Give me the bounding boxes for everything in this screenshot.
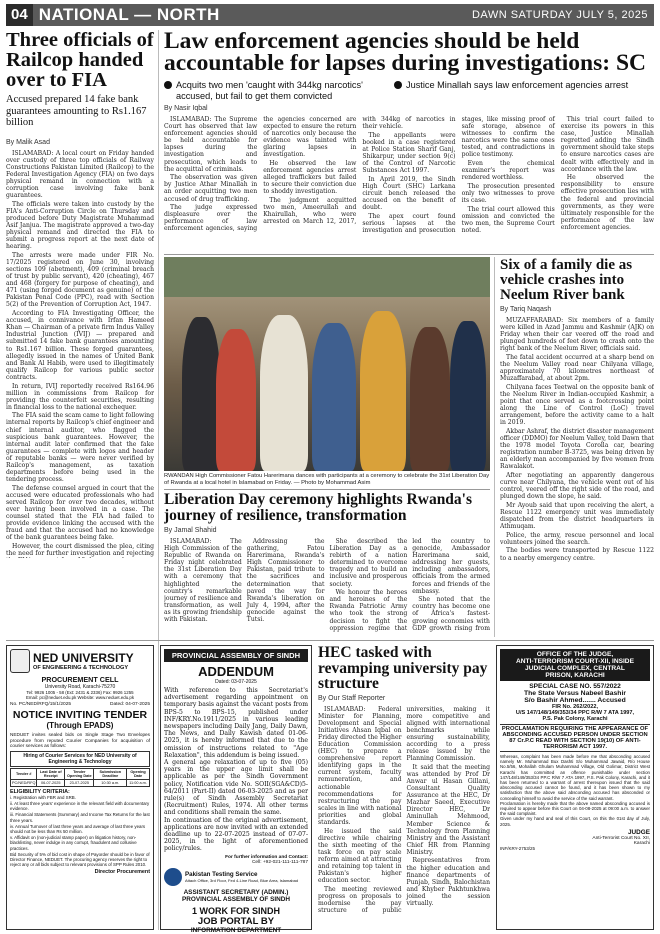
ned-date: Dated: 04-07-2025	[109, 702, 150, 707]
job-portal: JOB PORTAL BY	[197, 915, 275, 927]
hec-paragraph: Representatives from the higher education and finance departments of Punjab, Sindh, Balochistan and Khyber Pakhtunkhwa joined the session virtually.	[406, 857, 490, 908]
fia-paragraph: The FIA said the scam came to light following internal reports by Railcop's chief engineer and chief internal auditor, who flagged the suspicious bank guarantees. However, the internal audit later confirmed that the fake guarantees — complete with logos and header of reputable banks — were never verified by Railcop's management, as taxation departments before being used in the tendering process.	[6, 412, 154, 484]
ned-address: University Road, Karachi-75270	[44, 684, 116, 690]
addendum-body	[164, 687, 308, 853]
family-paragraph: Akbar Ashraf, the district disaster management officer (DDMO) for Neelum Valley, told Dawn that the 1978 model Toyota Corolla car, bearing registration number B-3725, was being driven by an elderly man accompanied by five women from Rawalakot.	[500, 427, 654, 471]
enforcement-paragraph: In April 2019, the Sindh High Court (SHC) Larkana circuit bench released the accused on the benefit of doubt.	[362, 175, 456, 212]
rwanda-body	[164, 538, 490, 634]
ned-table-title: Hiring of Courier Services for NED University of Engineering & Technology	[10, 751, 150, 767]
court-judge-3: Karachi	[633, 840, 650, 846]
court-proclamation-title: PROCLAMATION REQUIRING THE APPEARANCE OF ABSCONDING ACCUSED PERSON UNDER SECTION 87 Cr.P.C READ WITH SECTION 19(10) OF ANTI-TERRORISM ACT 1997.	[501, 726, 649, 750]
court-case: SPECIAL CASE NO. 557/2022	[529, 683, 621, 690]
court-proclamation-ad	[496, 645, 654, 930]
family-byline: By Tariq Naqash	[500, 306, 552, 313]
hec-paragraph: ISLAMABAD: Federal Minister for Planning, Development and Special Initiatives Ahsan Iqbal on Friday directed the Higher Education Commission (HEC) to prepare a comprehensive report identifying gaps in the current system, faculty remuneration, and actionable recommendations for restructuring the pay scales in line with national priorities and global standards.	[318, 705, 402, 826]
fia-body	[6, 150, 154, 559]
court-judge-2: Anti-Terrorist Court No. XII,	[592, 835, 650, 841]
court-line-3: PRISON, KARACHI	[545, 672, 605, 679]
family-body	[500, 317, 654, 562]
fia-paragraph: The officials were taken into custody by the FIA's Anti-Corruption Circle on Thursday and produced before Duty Magistrate Muhammad Asif Janjua. The magistrate approved a two-day physical remand and directed the FIA to submit a progress report at the next date of hearing.	[6, 200, 154, 251]
hec-headline: HEC tasked with revamping university pay structure	[318, 645, 488, 692]
ned-criteria-list	[10, 795, 150, 868]
rwanda-paragraph: She described the Liberation Day as a rebirth of a nation determined to overcome tragedy and to build an inclusive and prosperous society.	[329, 538, 408, 588]
ned-director: Director Procurement	[94, 869, 150, 876]
family-paragraph: Police, the army, rescue personnel and local volunteers joined the search.	[500, 531, 654, 546]
ned-table-header: Last Date of Receipt	[37, 768, 65, 779]
addendum-ad	[160, 645, 312, 934]
ned-table-header: Opening Date	[127, 768, 150, 779]
bullet-icon	[164, 81, 172, 89]
addendum-paragraph: A general age relaxation of up to five (05) years in the upper age limit shall be applicable as per the Sindh Government policy, Notification vide No. SOII(SGA&CD)5-64/2011 (Part-II) dated 06-03-2025 and as per rule(s) of Sindh Assembly Secretariat (Recruitment) Rules, 1974. All other terms and conditions shall remain the same.	[164, 759, 308, 817]
ned-criterion: ii. At least three years' experience in the relevant field with documentary evidence.	[10, 800, 150, 812]
masthead-date: DAWN SATURDAY JULY 5, 2025	[471, 9, 648, 21]
court-body	[500, 754, 650, 827]
court-paragraph: Given under my hand and seal of this Court, on this the 01st day of July, 2025.	[500, 816, 650, 827]
rwanda-photo	[164, 257, 490, 471]
ned-intro: NEDUET invites sealed bids on Single Stage Two Envelopes procedure from reputed Courier Companies for acquisition of courier services as follows:	[10, 732, 150, 749]
ned-email: Email: pc@neduet.edu.pk Website: www.neduet.edu.pk	[25, 695, 135, 700]
court-versus: The State Versus Nabeel Bashir	[524, 690, 626, 697]
court-line-1: ANTI-TERRORISM COURT-XII, INSIDE	[516, 658, 634, 665]
addendum-signature: ASSISTANT SECRETARY (ADMIN.)	[183, 888, 289, 896]
enforcement-paragraph: This trial court failed to exercise its powers in this case, Justice Minallah regretted adding the Sindh government should take steps to ensure narcotics cases are dealt with effectively and in accordance with the law.	[560, 116, 654, 173]
enforcement-bullet-1: Acquits two men 'caught with 344kg narcotics' accused, but fail to get them convicted	[164, 80, 380, 102]
ned-criterion: iv. Annual Turnover of last three years and average of last three years should not be less than Rs 50 million.	[10, 823, 146, 834]
ned-through: (Through EPADS)	[46, 721, 114, 730]
ned-eligibility-title: ELIGIBILITY CRITERIA:	[10, 788, 70, 795]
enforcement-body	[164, 116, 654, 250]
hec-paragraph: The meeting reviewed progress on proposals to modernise the pay structure of public universities, making it more competitive and aligned with international benchmarks while ensuring sustainability, according to a press release issued by the Planning Commission.	[318, 705, 490, 915]
family-paragraph: After negotiating an apparently dangerous curve near Chilyana, the vehicle went out of his control, veered off the right side of the road, and plunged down the slope, he said.	[500, 471, 654, 501]
enforcement-paragraph: Even the chemical examiner's report was rendered worthless.	[461, 160, 555, 182]
court-sections: U/S 147/148/149/353/34 PPC R/W 7 ATA 1997,	[515, 710, 635, 716]
fia-paragraph: The defense counsel argued in court that the accused were educated professionals who had served Railcop for over two decades, without ever having been involved in a case. The counsel stated that the FIA had failed to provide evidence linking the accused with the fraud and that the accused had no knowledge of the bank guarantees being fake.	[6, 484, 154, 542]
hec-byline: By Our Staff Reporter	[318, 694, 386, 702]
enforcement-paragraph: He observed the responsibility to ensure effective prosecution lies with the federal and provincial governments, as they were ultimately responsible for the performance of the law enforcement agencies.	[560, 174, 654, 231]
page-masthead	[6, 4, 654, 26]
hec-paragraph: It said that the meeting was attended by Prof Dr Anwar ul Hasan Gillani, Consultant Quality Assurance at the HEC, Dr Mazhar Saeed, Executive Director HEC, Dr Aminullah Mehmood, Member Science & Technology from Planning Ministry and the Assistant Chief HR from Planning Ministry.	[406, 763, 490, 856]
ned-table-cell: 10:30 a.m.	[94, 779, 127, 786]
hec-article	[318, 645, 490, 930]
rwanda-paragraph: Addressing the gathering, Fatou Harerimana, Rwanda's High Commissioner to Pakistan, paid tribute to the sacrifices and determination that paved the way for Rwanda's liberation on July 4, 1994, after the genocide against the Tutsi.	[246, 538, 325, 624]
pts-title: Pakistan Testing Service	[185, 870, 258, 878]
enforcement-paragraph: ISLAMABAD: The Supreme Court has observed that law enforcement agencies should be held accountable for lapses during the investigation and prosecution, which leads to the acquittal of criminals.	[164, 116, 258, 173]
job-portal-2: INFORMATION DEPARTMENT	[190, 926, 282, 934]
fia-paragraph: ISLAMABAD: A local court on Friday handed over custody of three top officials of Railway Constructions Pakistan Limited (Railcop) to the Federal Investigation Agency (FIA) on two days physical remand in connection with a corruption case involving fake bank guarantees.	[6, 149, 154, 200]
enforcement-paragraph: The apex court found serious lapses at the investigation and prosecution stages, like missing proof of safe storage, absence of witnesses to confirm the narcotics were the same ones tested, and contradictions in police testimony.	[362, 116, 555, 234]
enforcement-headline: Law enforcement agencies should be held accountable for lapses during investigations: SC	[164, 30, 647, 76]
family-paragraph: The fatal accident occurred at a sharp bend on the Neelum Valley road near Chilyana village, approximately 70 kilometres northeast of Muzaffarabad, at about 2pm.	[500, 353, 654, 383]
ned-phones: Tel: 9926 1005 - 58 (Ext: 2431 & 2336) Fax: 9926 1255	[26, 690, 134, 695]
enforcement-article	[164, 30, 654, 252]
family-paragraph: Mr Ayoub said that upon receiving the alert, a Rescue 1122 emergency unit was immediately dispatched from the district headquarters in Athmuqam.	[500, 501, 654, 531]
ned-table-header: Submission Deadline	[94, 768, 127, 779]
ned-logo-icon	[10, 649, 30, 673]
fia-paragraph: The arrests were made under FIR No. 17/2025 registered on June 30, involving sections 109 (abetment), 409 (criminal breach of trust by public servant), 420 (cheating), 467 and 468 (forgery for purpose of cheating), and 471 (using forged document as genuine) of the Pakistan Penal Code (PPC), read with Section 5(2) of the Prevention of Corruption Act, 1947.	[6, 251, 154, 309]
ned-procurement: PROCUREMENT CELL	[41, 675, 119, 684]
hec-paragraph: He issued the said directive while chairing the sixth meeting of the task force on pay scale reform aimed at attracting and retaining top talent in Pakistan's higher education sector.	[318, 827, 402, 885]
ned-notice-title: NOTICE INVITING TENDER	[12, 709, 148, 721]
pts-logo-icon	[164, 868, 182, 886]
enforcement-paragraph: The trial court allowed this omission and convicted the two men, the Supreme Court noted.	[461, 205, 555, 234]
fia-byline: By Malik Asad	[6, 138, 50, 146]
addendum-contact-title: For further information and Contact:	[225, 854, 308, 860]
enforcement-paragraph: The appellants were booked in a case registered at Police Station Sharif Ganj, Shikarpur, under section 9(c) of the Control of Narcotic Substances Act 1997.	[362, 131, 456, 175]
fia-paragraph: In return, IVIJ reportedly received Rs164.96 million in commissions from Railcop for providing the counterfeit securities, resulting in financial loss to the national exchequer.	[6, 382, 154, 411]
court-fir: FIR No. 262/2022,	[551, 704, 598, 710]
ned-table-header: Tender #	[11, 768, 37, 779]
addendum-paragraph: With reference to this Secretariat's advertisement regarding appointment on temporary basis against the vacant posts from BPS-5 to BPS-15, published under INF/KRY.No.1911/2025 in various leading newspapers including Daily Jang, Daily Dawn, The News, and Daily Kawish dated 01-06-2025, it is hereby informed that due to the omission of instructions related to "Age Relaxation", this addendum is being issued.	[164, 687, 308, 759]
rwanda-byline: By Jamal Shahid	[164, 527, 217, 534]
addendum-title: ADDENDUM	[198, 664, 274, 679]
ned-ref: No. PC/NED/RFQ/15/1/2025	[10, 702, 72, 707]
court-judge: JUDGE	[627, 828, 650, 836]
enforcement-paragraph: The judgment acquitted two men, Ameerullah and Khairullah, who were arrested on March 12, 2017, with 344kg of narcotics in their vehicle.	[263, 116, 456, 226]
addendum-contact: Cell: +92-021-111-111-787	[251, 859, 308, 865]
rwanda-paragraph: ISLAMABAD: The High Commission of the Republic of Rwanda on Friday night celebrated the 31st Liberation Day with a ceremony that highlighted the country's remarkable journey of resilience and transformation, as well as its growing friendship with Pakistan.	[164, 538, 242, 624]
rwanda-article	[164, 492, 490, 638]
ned-table-cell: 11:00 a.m.	[127, 779, 150, 786]
enforcement-paragraph: The judge expressed displeasure over the performance of law enforcement agencies, saying the agencies concerned are expected to ensure the return of narcotics only because the evidence was tainted with glaring lapses in investigation.	[164, 116, 357, 233]
court-code: INF/KRY-2753/25	[500, 845, 536, 851]
rwanda-paragraph: She noted that the country has become one of Africa's fastest-growing economies with GDP growth rising from	[412, 596, 490, 632]
ned-criterion: i. Registration with FBR and SRB.	[10, 794, 76, 800]
photo-caption: RWANDAN High Commissioner Fatou Harerimana dances with participants at a ceremony to celebrate the 31st Liberation Day of Rwanda at a local hotel in Islamabad on Friday. — Photo by Mohammad Asim	[164, 473, 490, 486]
addendum-office: PROVINCIAL ASSEMBLY OF SINDH	[164, 649, 308, 662]
rwanda-headline: Liberation Day ceremony highlights Rwanda's journey of resilience, transformation	[164, 492, 473, 524]
enforcement-byline: By Nasir Iqbal	[164, 105, 208, 112]
family-paragraph: MUZAFFARABAD: Six members of a family were killed in Azad Jammu and Kashmir (AJK) on Friday when their car veered off the road and plunged hundreds of feet down to crash onto the right bank of the Neelum River, officials said.	[500, 317, 654, 353]
court-line-2: JUDICIAL COMPLEX, CENTRAL	[525, 665, 625, 672]
hec-body	[318, 706, 490, 931]
family-paragraph: The bodies were transported by Rescue 1122 to a nearby emergency centre.	[500, 547, 654, 562]
addendum-paragraph: In continuation of the original advertisement, applications are now invited with an extended deadline up to 22-07-2025 instead of 07-07-2025, in the light of aforementioned policy/rules.	[164, 816, 308, 853]
enforcement-paragraph: He observed the law enforcement agencies arrest alleged traffickers but failed to secure their conviction due to shoddy investigation.	[263, 160, 357, 196]
ned-criterion: v. Affidavit on (non-judicial stamp paper) on litigation history, non-blacklisting, never indulge in any corrupt, fraudulent and collusive practices.	[10, 835, 137, 851]
fia-article	[6, 30, 154, 558]
court-paragraph: Proclamation is hereby made that the above named absconding accused is required to appear before this Court on 04-08-2025 at 09:00 a.m. to answer the said complaint.	[500, 800, 650, 817]
work-for-sindh: 1 WORK FOR SINDH	[191, 905, 280, 916]
family-article	[500, 258, 654, 636]
court-office: OFFICE OF THE JUDGE,	[536, 651, 614, 658]
enforcement-paragraph: The prosecution presented only two witnesses to prove its case.	[461, 182, 555, 205]
ned-table-cell: 23-07-2025	[65, 779, 94, 786]
addendum-signature-2: PROVINCIAL ASSEMBLY OF SINDH	[182, 895, 290, 903]
enforcement-bullet-2: Justice Minallah says law enforcement agencies arrest	[394, 80, 650, 102]
ned-name: NED UNIVERSITY	[33, 651, 134, 665]
ned-table-header: Tender Opening Date	[65, 768, 94, 779]
family-paragraph: Chilyana faces Teetwal on the opposite bank of the Neelum River in Indian-occupied Kashmir, a point that once served as a footcrossing point along the Line of Control (LoC) travel arrangement, before the activity came to a halt in 2019.	[500, 383, 654, 427]
ned-criterion: iii. Financial Statements (Summary) and Income Tax Returns for the last three years.	[10, 812, 150, 823]
ned-tender-ad	[6, 645, 154, 930]
fia-paragraph: However, the court dismissed the plea, citing the need for further investigation and rejecting	[6, 543, 154, 558]
court-ps: P.S. Pak Colony, Karachi	[542, 716, 608, 722]
ned-table-cell: 06-07-2025	[37, 779, 65, 786]
family-headline: Six of a family die as vehicle crashes into Neelum River bank	[500, 258, 633, 303]
bullet-icon	[394, 81, 402, 89]
ned-criterion: Bid Security of 5% of bid cost in shape of Payorder should be in favor of Director Finance, NEDUET. The procuring agency reserves the right to reject any or all bids subject to relevant provisions of SPP Rules 2010.	[10, 851, 150, 868]
fia-subheadline: Accused prepared 14 fake bank guarantees amounting to Rs1.167 billion	[6, 94, 147, 128]
ned-tender-table	[10, 768, 150, 787]
fia-paragraph: According to FIA Investigating Officer, the accused, in connivance with Irfan Hameed Khan — Chairman of a private firm Indus Valley Industrial Junction (IVIJ) — prepared and submitted 14 fake bank guarantees amounting to Rs1.167 billion. These forged guarantees, allegedly issued in the names of United Bank and Bank Al Habib, were used to illegitimately qualify Railcop for various public sector contracts.	[6, 310, 154, 381]
court-paragraph: Whereas, complaint has been made before me that absconding accused namely Mr. Muhammad Bux Dashti S/o Muhammad Jawaid, R/o House No.5/56, Mohallah Ghulam Muhammad Village, Old Golimar, District West Karachi has committed an offence punishable under section 147/148/149/353/34 PP.C R/W 7 ATA 1997, P.S. Pak Colony, Karachi, and it has been returned to a warrant of arrest thereupon issued that the said absconding accused cannot be found, and it has been shown to my satisfaction that the above said absconding accused has absconded or concealing himself to avoid the service of the said warrant.	[500, 754, 650, 801]
fia-headline: Three officials of Railcop handed over to FIA	[6, 30, 154, 91]
enforcement-paragraph: The observation was given by Justice Athar Minallah in an order acquitting two men accused of drug trafficking.	[164, 174, 258, 203]
ned-sub1: OF ENGINEERING & TECHNOLOGY	[33, 665, 129, 671]
addendum-dated: Dated: 03-07-2025	[215, 679, 257, 685]
rwanda-paragraph: We honour the heroes and heroines of the Rwanda Patriotic Army who took the strong decision to fight the oppression regime that led the country to genocide, Ambassador Harerimana said, addressing her guests, including ambassadors, officials from the armed forces and friends of the embassy.	[329, 538, 490, 632]
ned-table-cell: PC/NED/RFQ	[12, 780, 36, 785]
pts-sub: Attach Office, 3rd Floor, Fed 4-Line Road, Blue Area, Islamabad	[185, 877, 299, 883]
court-alias: S/o Bashir Ahmed....... Accused	[524, 697, 626, 704]
section-title: NATIONAL — NORTH	[38, 5, 220, 24]
page-number: 04	[6, 4, 33, 26]
